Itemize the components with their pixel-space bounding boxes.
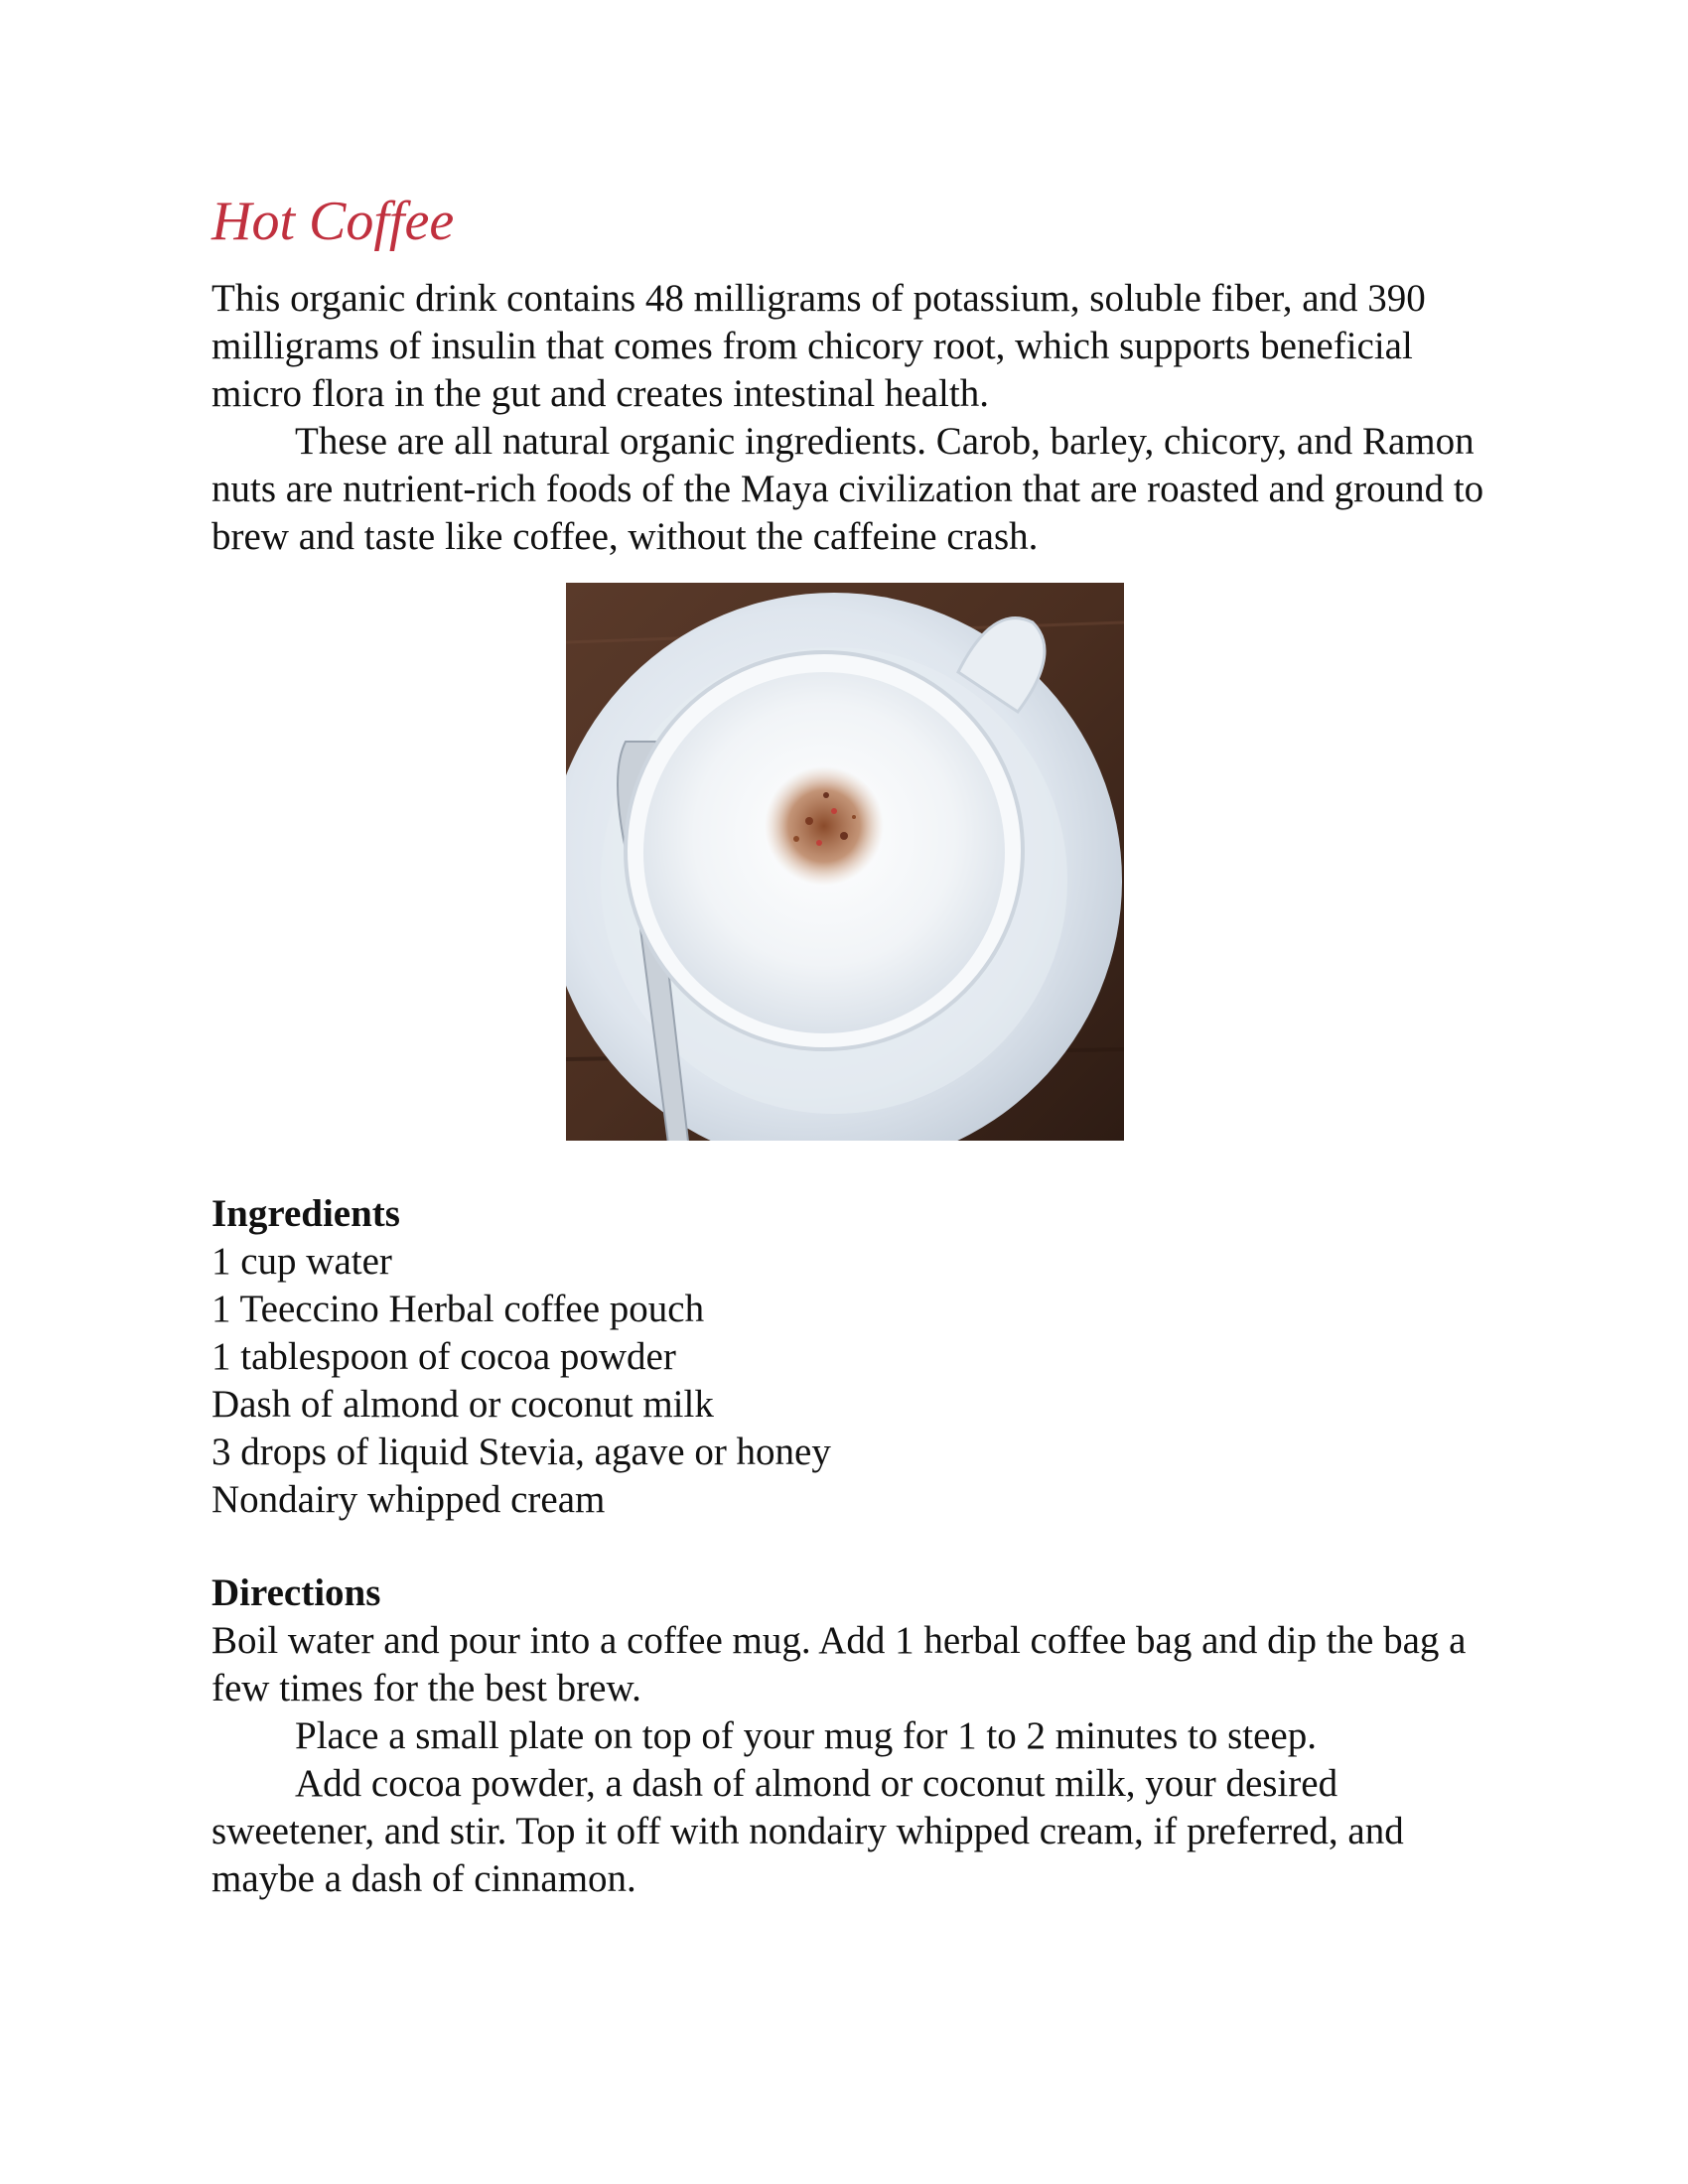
directions-heading: Directions [211,1571,381,1614]
list-item: 3 drops of liquid Stevia, agave or honey [211,1431,831,1473]
coffee-cup-illustration [566,583,1124,1141]
list-item: 1 tablespoon of cocoa powder [211,1335,676,1378]
list-item: Nondairy whipped cream [211,1478,606,1521]
page-title: Hot Coffee [211,191,455,252]
ingredients-list [211,1238,1492,1524]
directions-section [211,1570,1492,1903]
recipe-page [211,191,1492,1903]
list-item: Dash of almond or coconut milk [211,1383,714,1426]
directions-paragraph: Place a small plate on top of your mug for 1 to 2 minutes to steep. [295,1714,1317,1757]
list-item: 1 cup water [211,1240,392,1283]
ingredients-section [211,1190,1492,1524]
coffee-photo [566,583,1124,1141]
directions-paragraph: Add cocoa powder, a dash of almond or coconut milk, your desired sweetener, and stir. Top it off with nondairy whipped cream, if preferred, and maybe a dash of cinnamon. [211,1762,1404,1900]
ingredients-heading: Ingredients [211,1192,400,1235]
intro-paragraph: These are all natural organic ingredients. Carob, barley, chicory, and Ramon nuts are nutrient-rich foods of the Maya civilization that are roasted and ground to brew and taste like coffee, without the caffeine crash. [211,420,1484,558]
intro-paragraph: This organic drink contains 48 milligrams of potassium, soluble fiber, and 390 milligrams of insulin that comes from chicory root, which supports beneficial micro flora in the gut and creates intestinal health. [211,277,1426,415]
list-item: 1 Teeccino Herbal coffee pouch [211,1288,705,1330]
directions-paragraph: Boil water and pour into a coffee mug. Add 1 herbal coffee bag and dip the bag a few times for the best brew. [211,1619,1467,1709]
